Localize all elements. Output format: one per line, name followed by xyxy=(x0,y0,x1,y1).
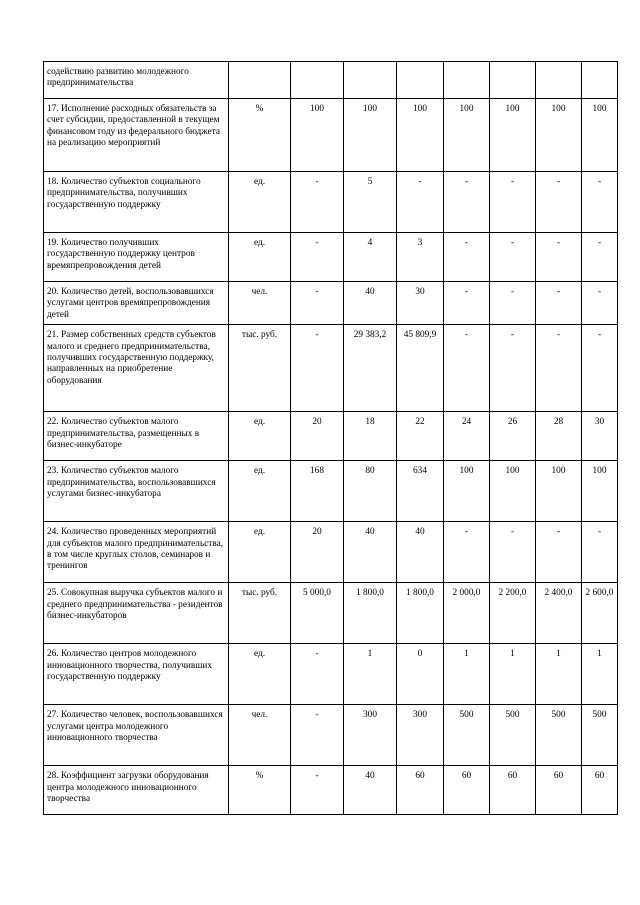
value-cell: 4 xyxy=(344,233,397,282)
value-cell xyxy=(397,62,444,99)
value-cell: - xyxy=(490,522,536,583)
value-cell xyxy=(291,62,344,99)
value-cell: 20 xyxy=(291,412,344,461)
value-cell xyxy=(444,62,490,99)
table-row xyxy=(44,325,618,412)
value-cell: 60 xyxy=(444,766,490,815)
value-cell: 2 200,0 xyxy=(490,583,536,644)
indicator-name-cell: 17. Исполнение расходных обязательств за счет субсидии, предоставленной в текущем финансовом году из федерального бюджета на реализацию мероприятий xyxy=(44,99,229,172)
unit-cell: ед. xyxy=(229,233,291,282)
indicator-name-cell: 28. Коэффициент загрузки оборудования центра молодежного инновационного творчества xyxy=(44,766,229,815)
indicator-name-cell: 22. Количество субъектов малого предпринимательства, размещенных в бизнес-инкубаторе xyxy=(44,412,229,461)
value-cell: 45 809,9 xyxy=(397,325,444,412)
value-cell: - xyxy=(490,172,536,233)
value-cell: 100 xyxy=(344,99,397,172)
value-cell xyxy=(344,62,397,99)
table-row xyxy=(44,233,618,282)
value-cell: 100 xyxy=(582,461,618,522)
unit-cell: тыс. руб. xyxy=(229,583,291,644)
value-cell: - xyxy=(444,522,490,583)
value-cell: 30 xyxy=(397,282,444,325)
value-cell: - xyxy=(291,172,344,233)
indicator-name-cell: 24. Количество проведенных мероприятий для субъектов малого предпринимательства, в том числе круглых столов, семинаров и тренингов xyxy=(44,522,229,583)
unit-cell: % xyxy=(229,99,291,172)
value-cell: - xyxy=(536,325,582,412)
table-row xyxy=(44,62,618,99)
value-cell xyxy=(536,62,582,99)
value-cell: - xyxy=(536,522,582,583)
indicators-table xyxy=(43,61,618,815)
table-row xyxy=(44,705,618,766)
value-cell: 28 xyxy=(536,412,582,461)
value-cell: 80 xyxy=(344,461,397,522)
unit-cell: ед. xyxy=(229,172,291,233)
value-cell: - xyxy=(582,282,618,325)
value-cell: 24 xyxy=(444,412,490,461)
value-cell: 1 800,0 xyxy=(397,583,444,644)
value-cell: - xyxy=(582,325,618,412)
value-cell: - xyxy=(582,233,618,282)
indicator-name-cell: 25. Совокупная выручка субъектов малого и среднего предпринимательства - резидентов бизнес-инкубаторов xyxy=(44,583,229,644)
value-cell: 300 xyxy=(397,705,444,766)
unit-cell: тыс. руб. xyxy=(229,325,291,412)
value-cell: 100 xyxy=(291,99,344,172)
value-cell: 100 xyxy=(536,99,582,172)
value-cell: 1 xyxy=(444,644,490,705)
indicator-name-cell: 20. Количество детей, воспользовавшихся услугами центров времяпрепровождения детей xyxy=(44,282,229,325)
value-cell: 60 xyxy=(582,766,618,815)
value-cell: - xyxy=(291,325,344,412)
value-cell: - xyxy=(536,282,582,325)
value-cell: - xyxy=(444,325,490,412)
value-cell: 3 xyxy=(397,233,444,282)
value-cell: 634 xyxy=(397,461,444,522)
value-cell: - xyxy=(490,282,536,325)
table-row xyxy=(44,461,618,522)
value-cell: - xyxy=(536,233,582,282)
value-cell: - xyxy=(444,233,490,282)
value-cell: 0 xyxy=(397,644,444,705)
value-cell: - xyxy=(536,172,582,233)
value-cell: - xyxy=(490,233,536,282)
value-cell: 2 400,0 xyxy=(536,583,582,644)
value-cell: 500 xyxy=(582,705,618,766)
table-row xyxy=(44,522,618,583)
value-cell: 100 xyxy=(582,99,618,172)
value-cell: 40 xyxy=(344,766,397,815)
unit-cell: ед. xyxy=(229,644,291,705)
value-cell: 168 xyxy=(291,461,344,522)
value-cell: 2 600,0 xyxy=(582,583,618,644)
value-cell: 100 xyxy=(397,99,444,172)
value-cell xyxy=(490,62,536,99)
indicator-name-cell: 21. Размер собственных средств субъектов малого и среднего предпринимательства, получивших государственную поддержку, направленных на приобретение оборудования xyxy=(44,325,229,412)
value-cell: 1 xyxy=(344,644,397,705)
indicator-name-cell: 27. Количество человек, воспользовавшихся услугами центра молодежного инновационного творчества xyxy=(44,705,229,766)
table-body xyxy=(44,62,618,815)
unit-cell: чел. xyxy=(229,705,291,766)
value-cell: 500 xyxy=(490,705,536,766)
value-cell: 1 xyxy=(536,644,582,705)
value-cell: 100 xyxy=(490,461,536,522)
indicator-name-cell: 26. Количество центров молодежного инновационного творчества, получивших государственную поддержку xyxy=(44,644,229,705)
value-cell xyxy=(582,62,618,99)
value-cell: 500 xyxy=(536,705,582,766)
unit-cell: чел. xyxy=(229,282,291,325)
value-cell: 1 xyxy=(490,644,536,705)
value-cell: 40 xyxy=(344,522,397,583)
table-row xyxy=(44,412,618,461)
unit-cell: % xyxy=(229,766,291,815)
value-cell: - xyxy=(444,282,490,325)
value-cell: - xyxy=(291,705,344,766)
unit-cell xyxy=(229,62,291,99)
value-cell: 5 000,0 xyxy=(291,583,344,644)
unit-cell: ед. xyxy=(229,522,291,583)
value-cell: - xyxy=(291,282,344,325)
value-cell: 20 xyxy=(291,522,344,583)
value-cell: 100 xyxy=(490,99,536,172)
table-row xyxy=(44,172,618,233)
value-cell: 500 xyxy=(444,705,490,766)
indicator-name-cell: 19. Количество получивших государственную поддержку центров времяпрепровождения детей xyxy=(44,233,229,282)
value-cell: - xyxy=(490,325,536,412)
value-cell: 26 xyxy=(490,412,536,461)
value-cell: 1 800,0 xyxy=(344,583,397,644)
value-cell: 30 xyxy=(582,412,618,461)
value-cell: 22 xyxy=(397,412,444,461)
value-cell: 100 xyxy=(536,461,582,522)
value-cell: 18 xyxy=(344,412,397,461)
indicator-name-cell: содействию развитию молодежного предпринимательства xyxy=(44,62,229,99)
unit-cell: ед. xyxy=(229,412,291,461)
table-row xyxy=(44,583,618,644)
value-cell: - xyxy=(582,172,618,233)
value-cell: 2 000,0 xyxy=(444,583,490,644)
value-cell: 60 xyxy=(536,766,582,815)
value-cell: 1 xyxy=(582,644,618,705)
unit-cell: ед. xyxy=(229,461,291,522)
table-row xyxy=(44,282,618,325)
value-cell: 5 xyxy=(344,172,397,233)
value-cell: 40 xyxy=(397,522,444,583)
value-cell: - xyxy=(582,522,618,583)
value-cell: - xyxy=(291,233,344,282)
value-cell: 60 xyxy=(397,766,444,815)
value-cell: - xyxy=(397,172,444,233)
value-cell: 29 383,2 xyxy=(344,325,397,412)
indicator-name-cell: 23. Количество субъектов малого предпринимательства, воспользовавшихся услугами бизнес-инкубатора xyxy=(44,461,229,522)
value-cell: - xyxy=(444,172,490,233)
value-cell: 60 xyxy=(490,766,536,815)
table-row xyxy=(44,644,618,705)
value-cell: - xyxy=(291,766,344,815)
indicator-name-cell: 18. Количество субъектов социального предпринимательства, получивших государственную поддержку xyxy=(44,172,229,233)
value-cell: 300 xyxy=(344,705,397,766)
value-cell: 100 xyxy=(444,99,490,172)
value-cell: 100 xyxy=(444,461,490,522)
value-cell: 40 xyxy=(344,282,397,325)
table-row xyxy=(44,99,618,172)
value-cell: - xyxy=(291,644,344,705)
table-row xyxy=(44,766,618,815)
